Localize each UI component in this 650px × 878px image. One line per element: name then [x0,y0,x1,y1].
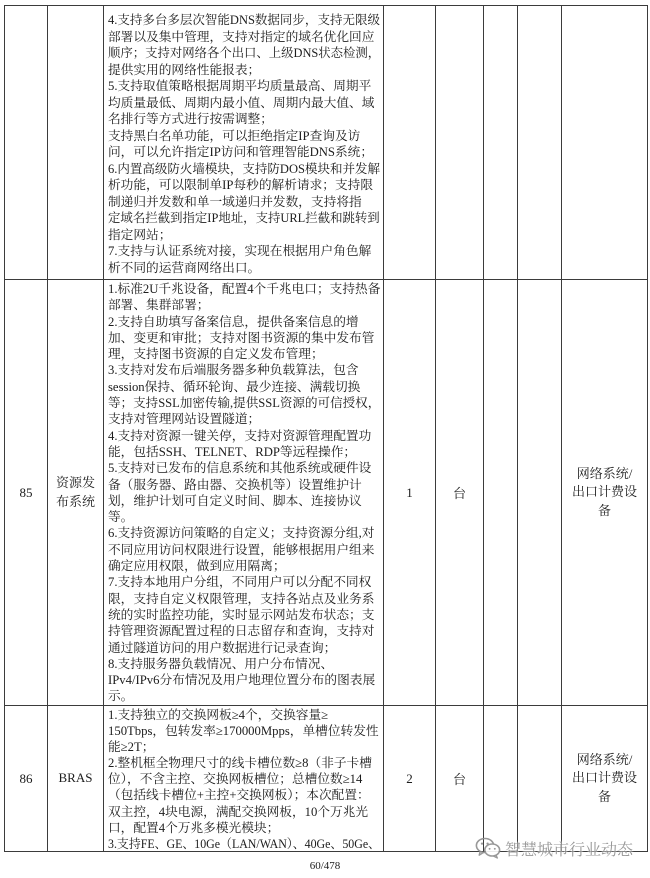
spec-line [108,558,380,574]
spec-line-text: 6.内置高级防火墙模块，支持防DOS模块和并发解 [108,161,380,176]
spec-line [108,640,380,656]
quantity-text: 1 [406,484,413,500]
spec-line [108,574,380,590]
spec-line-text: 6.支持资源访问策略的自定义；支持资源分组,对 [108,526,375,541]
spec-line-text: 3.支持对发布后端服务器多种负载算法，包含 [108,363,359,378]
spec-line-text: 析功能，可以限制单IP每秒的解析请求；支持限 [108,178,374,192]
watermark [475,836,633,860]
spec-line [108,591,380,607]
unit [436,6,484,279]
item-category-line [562,751,647,770]
quantity [384,706,436,851]
spec-line [108,111,380,128]
spec-line-text: 提供实用的网络性能报表； [108,62,261,77]
spec-line [108,78,380,95]
spec-line [108,95,380,112]
quantity [384,280,436,705]
spec-line [108,128,380,145]
spec-description [104,6,384,279]
spec-line-text: 通过隧道访问的用户数据进行记录查询； [108,640,337,655]
spec-lines [104,706,383,851]
spec-line [108,755,380,771]
item-category [562,706,648,851]
spec-line-text: 不同应用访问权限进行设置，能够根据用户组来 [108,542,375,557]
spec-line-text: 划，维护计划可自定义时间、脚本、连接协议 [108,493,362,508]
spec-line [108,771,380,787]
item-name-line [48,493,103,512]
spec-line-text: 均质量最低、周期内最小值、周期内最大值、域 [108,95,375,110]
spec-line-text: 位），不含主控、交换网板槽位；总槽位数≥14 [108,772,363,787]
spec-line [108,428,380,444]
spec-line-text: 限，支持自定义权限管理，支持各站点及业务系 [108,591,375,606]
item-number [5,6,48,279]
spec-line [108,739,380,755]
spec-line [108,62,380,79]
blank-cell [484,280,518,705]
item-name [48,6,104,279]
spec-line [108,723,380,739]
wechat-icon [475,837,501,859]
item-name-lines [48,474,103,511]
item-name-line-text: 资源发 [55,475,95,490]
spec-line [108,460,380,476]
item-category-line-text: 出口计费设 [571,484,637,500]
spec-line-text: 7.支持本地用户分组，不同用户可以分配不同权 [108,575,372,590]
item-category-line-text: 备 [597,788,611,804]
spec-line [108,227,380,244]
blank-cell [518,6,562,279]
spec-line-text: 名排行等方式进行按需调整； [108,112,273,126]
spec-line-text: 5.支持取值策略根据周期平均质量最高、周期平 [108,79,372,93]
spec-line [108,672,380,688]
item-number-text: 85 [19,484,33,500]
unit-text: 台 [452,486,466,501]
watermark-text: 智慧城市行业动态 [505,839,634,859]
quantity [384,6,436,279]
item-category-line-text: 出口计费设 [571,770,637,786]
spec-description [104,280,384,705]
spec-line [108,804,380,820]
item-name-lines [48,769,103,788]
spec-line [108,656,380,672]
item-name-line [48,474,103,493]
spec-line [108,346,380,362]
spec-line-text: 备（服务器、路由器、交换机等）设置维护计 [108,477,362,492]
spec-line-text: 部署以及集中管理，支持对指定的域名优化回应 [108,29,375,44]
spec-line [108,161,380,178]
item-category-line [562,483,647,502]
spec-line-text: （包括线卡槽位+主控+交换网板）；本次配置： [108,788,370,803]
unit [436,280,484,705]
blank-cell [518,706,562,851]
spec-line [108,787,380,803]
item-number-text: 86 [19,770,33,786]
spec-lines [104,6,383,276]
spec-line [108,525,380,541]
table-row [5,706,648,852]
spec-lines [104,280,383,705]
item-category-line [562,769,647,788]
spec-line [108,395,380,411]
item-category-line-text: 网络系统/ [576,465,633,481]
spec-line [108,45,380,62]
spec-line-text: 1.标准2U千兆设备，配置4个千兆电口；支持热备 [108,282,381,296]
spec-line [108,509,380,525]
spec-line [108,477,380,493]
spec-line [108,297,380,313]
spec-line [108,688,380,704]
spec-line-text: 支持黑白名单功能，可以拒绝指定IP查询及访 [108,128,361,143]
spec-line-text: 1.支持独立的交换网板≥4个，交换容量≥ [108,708,329,722]
spec-line-text: 持管理资源配置过程的日志留存和查询，支持对 [108,624,375,639]
spec-line-text: 口，配置4个万兆多模光模块； [108,820,280,835]
spec-line-text: 150Tbps，包转发率≥170000Mpps，单槽位转发性 [108,724,379,739]
spec-line [108,281,380,297]
item-category-line [562,502,647,521]
item-number [5,280,48,705]
spec-line [108,29,380,46]
spec-line-text: 问，可以允许指定IP访问和管理智能DNS系统； [108,145,374,159]
spec-line-text: 双主控，4块电源，满配交换网板，10个万兆光 [108,804,369,819]
spec-line-text: 示。 [108,689,134,704]
item-category-line [562,465,647,484]
item-category [562,6,648,279]
spec-line-text: 5.支持对已发布的信息系统和其他系统或硬件设 [108,461,372,476]
spec-line-text: 能≥2T； [108,740,155,755]
spec-line [108,362,380,378]
spec-line-text: session保持、循环轮询、最少连接、满载切换 [108,379,361,394]
spec-line-text: 等；支持SSL加密传输,提供SSL资源的可信授权， [108,396,381,411]
item-name-line [48,769,103,788]
spec-line-text: 制递归并发数和单一域递归并发数，支持将指 [108,194,362,209]
item-name-line-text: BRAS [58,770,93,786]
quantity-text: 2 [406,770,413,786]
spec-line-text: 统的实时监控功能，实时显示网站发布状态；支 [108,607,375,622]
spec-line [108,836,380,851]
spec-line [108,707,380,723]
spec-line-text: 2.整机框全物理尺寸的线卡槽位数≥8（非子卡槽 [108,756,372,771]
spec-line [108,177,380,194]
spec-line-text: 指定网站； [108,227,172,242]
spec-line-text: 支持对管理网站设置隧道； [108,412,261,427]
spec-line-text: 8.支持服务器负载情况、用户分布情况、 [108,656,334,671]
spec-line [108,379,380,395]
spec-line-text: 4.支持多台多层次智能DNS数据同步，支持无限级 [108,13,380,27]
spec-line [108,194,380,211]
spec-line-text: 定域名拦截到指定IP地址，支持URL拦截和跳转到 [108,211,380,225]
item-category-line-text: 备 [597,502,611,518]
item-category-lines [562,465,647,521]
unit [436,706,484,851]
spec-line-text: 7.支持与认证系统对接，实现在根据用户角色解 [108,244,372,258]
table-row [5,280,648,706]
spec-line [108,411,380,427]
item-category-line-text: 网络系统/ [576,751,633,767]
item-category-line [562,788,647,807]
spec-line-text: 部署、集群部署； [108,298,210,313]
spec-description [104,706,384,851]
spec-line [108,144,380,161]
spec-line [108,243,380,260]
spec-line [108,210,380,227]
spec-line-text: 确定应用权限，做到应用隔离； [108,559,286,574]
blank-cell [484,6,518,279]
spec-line-text: 等。 [108,510,134,525]
spec-line-text: 析不同的运营商网络出口。 [108,260,261,275]
unit-text: 台 [452,772,466,787]
spec-line [108,314,380,330]
blank-cell [518,280,562,705]
spec-line [108,623,380,639]
item-category [562,280,648,705]
spec-line-text: IPv4/IPv6分布情况及用户地理位置分布的图表展 [108,673,376,688]
spec-table [4,5,648,852]
spec-line [108,542,380,558]
spec-line [108,12,380,29]
item-name [48,706,104,851]
item-category-lines [562,751,647,807]
spec-line [108,444,380,460]
spec-line [108,260,380,277]
item-name [48,280,104,705]
item-number [5,706,48,851]
spec-line-text: 2.支持自助填写备案信息，提供备案信息的增 [108,314,359,329]
spec-line [108,330,380,346]
spec-line-text: 能，包括SSH、TELNET、RDP等远程操作； [108,444,357,459]
spec-line-text: 理，支持图书资源的自定义发布管理； [108,347,324,362]
blank-cell [484,706,518,851]
table-row [5,6,648,280]
spec-line-text: 顺序；支持对网络各个出口、上级DNS状态检测， [108,46,381,60]
item-name-line-text: 布系统 [55,493,95,509]
spec-line-text: 4.支持对资源一键关停，支持对资源管理配置功 [108,428,372,443]
spec-line-text: 加、变更和审批；支持对图书资源的集中发布管 [108,330,375,345]
spec-line [108,493,380,509]
page-number: 60/478 [309,860,341,872]
spec-line-text: 3.支持FE、GE、10Ge（LAN/WAN）、40Ge、50Ge、 [108,836,381,851]
spec-line [108,820,380,836]
spec-line [108,607,380,623]
